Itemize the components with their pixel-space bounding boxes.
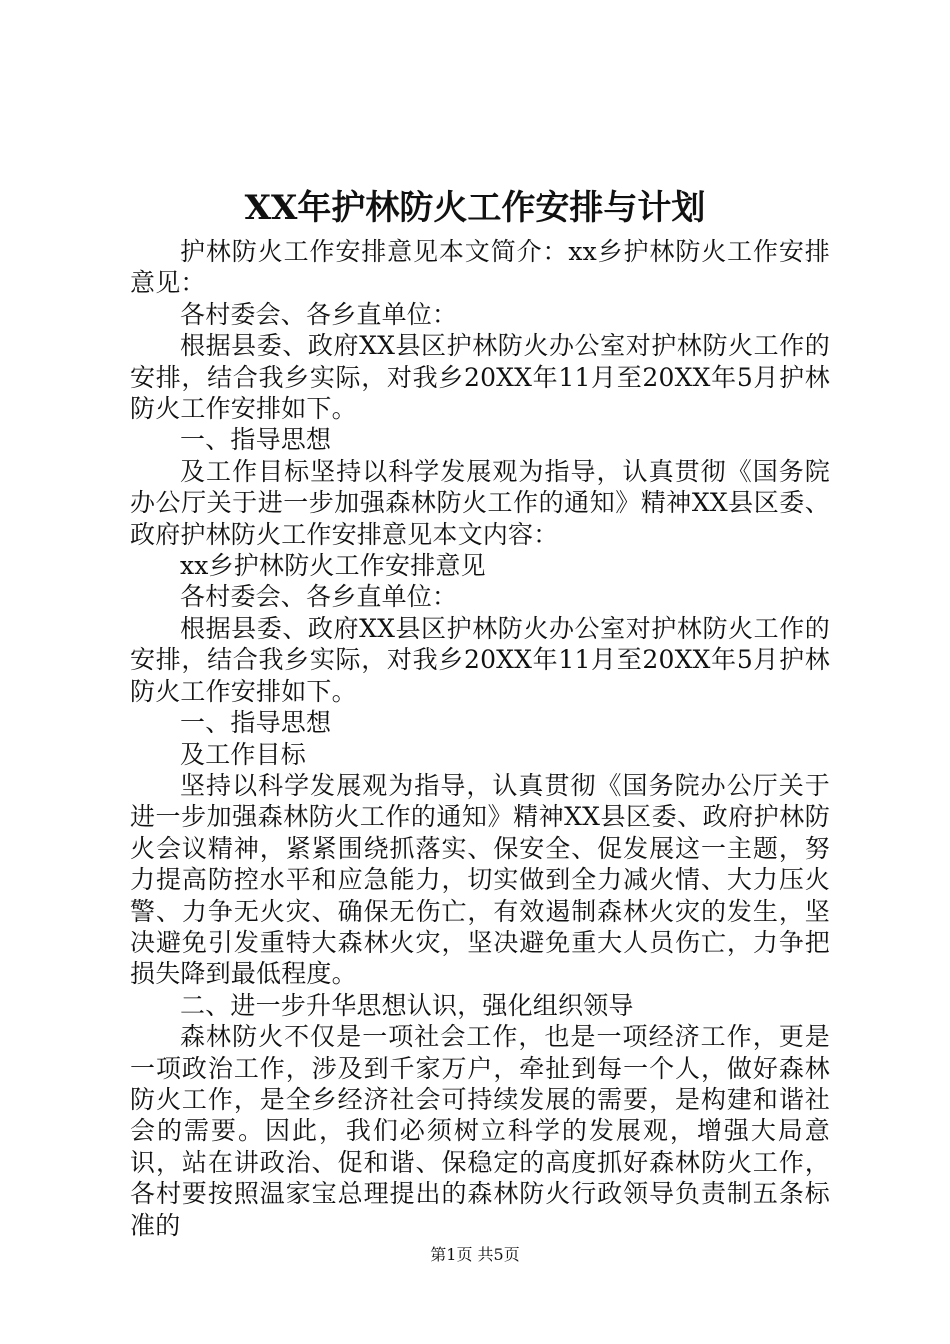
paragraph: 根据县委、政府XX县区护林防火办公室对护林防火工作的安排，结合我乡实际，对我乡20XX年11月至20XX年5月护林防火工作安排如下。	[130, 613, 830, 706]
paragraph: 坚持以科学发展观为指导，认真贯彻《国务院办公厅关于进一步加强森林防火工作的通知》精神XX县区委、政府护林防火会议精神，紧紧围绕抓落实、保安全、促发展这一主题，努力提高防控水平和应急能力，切实做到全力减火情、大力压火警、力争无火灾、确保无伤亡，有效遏制森林火灾的发生，坚决避免引发重特大森林火灾，坚决避免重大人员伤亡，力争把损失降到最低程度。	[130, 770, 830, 989]
document-body	[130, 236, 830, 1241]
paragraph: 各村委会、各乡直单位：	[180, 582, 458, 612]
paragraph: xx乡护林防火工作安排意见	[180, 551, 486, 581]
document-title: XX年护林防火工作安排与计划	[244, 188, 706, 228]
paragraph: 及工作目标	[180, 739, 307, 769]
section-heading: 一、指导思想	[180, 425, 332, 455]
paragraph: 森林防火不仅是一项社会工作，也是一项经济工作，更是一项政治工作，涉及到千家万户，牵扯到每一个人，做好森林防火工作，是全乡经济社会可持续发展的需要，是构建和谐社会的需要。因此，我们必须树立科学的发展观，增强大局意识，站在讲政治、促和谐、保稳定的高度抓好森林防火工作，各村要按照温家宝总理提出的森林防火行政领导负责制五条标准的	[130, 1022, 830, 1240]
section-heading: 二、进一步升华思想认识，强化组织领导	[180, 990, 634, 1020]
paragraph: 根据县委、政府XX县区护林防火办公室对护林防火工作的安排，结合我乡实际，对我乡20XX年11月至20XX年5月护林防火工作安排如下。	[130, 331, 830, 424]
paragraph: 护林防火工作安排意见本文简介：xx乡护林防火工作安排意见：	[130, 237, 830, 298]
paragraph: 及工作目标坚持以科学发展观为指导，认真贯彻《国务院办公厅关于进一步加强森林防火工作的通知》精神XX县区委、政府护林防火工作安排意见本文内容：	[130, 456, 830, 549]
section-heading: 一、指导思想	[180, 708, 332, 738]
paragraph: 各村委会、各乡直单位：	[180, 299, 458, 329]
page-number-footer: 第1页 共5页	[430, 1245, 520, 1264]
